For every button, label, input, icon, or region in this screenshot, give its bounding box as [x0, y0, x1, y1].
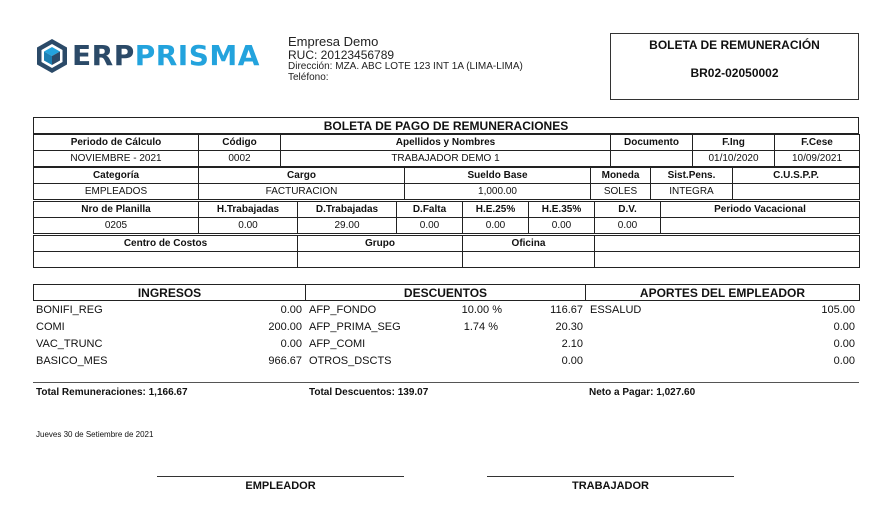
value-dtrabajadas: 29.00: [298, 218, 397, 234]
value-dfalta: 0.00: [397, 218, 463, 234]
company-ruc: RUC: 20123456789: [288, 48, 395, 62]
ingreso-label: BONIFI_REG: [36, 304, 103, 316]
header-centro-costos: Centro de Costos: [34, 236, 298, 252]
header-row: [34, 202, 860, 218]
value-sistpens: INTEGRA: [651, 184, 733, 200]
aporte-label: ESSALUD: [590, 304, 642, 316]
value-row: [34, 151, 860, 167]
value-codigo: 0002: [199, 151, 281, 167]
company-address: Dirección: MZA. ABC LOTE 123 INT 1A (LIMA-LIMA): [288, 61, 523, 72]
header-cargo: Cargo: [199, 168, 405, 184]
value-nombres: TRABAJADOR DEMO 1: [281, 151, 611, 167]
header-nombres: Apellidos y Nombres: [281, 135, 611, 151]
value-centro-costos: [34, 252, 298, 268]
document-number: BR02-02050002: [690, 66, 779, 80]
header-documento: Documento: [611, 135, 693, 151]
total-descuentos: Total Descuentos: 139.07: [309, 387, 429, 398]
payslip-title: BOLETA DE PAGO DE REMUNERACIONES: [34, 118, 859, 134]
header-row: [34, 135, 860, 151]
value-row: [34, 218, 860, 234]
brand-name: [72, 38, 260, 74]
company-phone: Teléfono:: [288, 72, 329, 83]
attendance-table: [33, 201, 860, 234]
value-periodo: NOVIEMBRE - 2021: [34, 151, 199, 167]
aporte-amount: 105.00: [821, 304, 855, 316]
value-periodo-vacacional: [661, 218, 860, 234]
header-oficina: Oficina: [463, 236, 595, 252]
value-oficina: [463, 252, 595, 268]
header-cuspp: C.U.S.P.P.: [733, 168, 860, 184]
company-name: Empresa Demo: [288, 34, 379, 49]
erpprisma-logo: [34, 38, 266, 74]
ingreso-amount: 966.67: [268, 355, 302, 367]
value-grupo: [298, 252, 463, 268]
document-title-box: [610, 33, 859, 100]
descuento-amount: 20.30: [555, 321, 583, 333]
value-cargo: FACTURACION: [199, 184, 405, 200]
header-row: [34, 168, 860, 184]
ingreso-amount: 200.00: [268, 321, 302, 333]
employer-signature-line: [157, 476, 404, 477]
cube-logo-icon: [34, 38, 70, 74]
payslip-title-table: [33, 117, 859, 134]
header-htrabajadas: H.Trabajadas: [199, 202, 298, 218]
value-blank: [595, 252, 860, 268]
header-blank: [595, 236, 860, 252]
descuento-amount: 0.00: [561, 355, 583, 367]
ingreso-label: BASICO_MES: [36, 355, 108, 367]
value-he25: 0.00: [463, 218, 529, 234]
header-dfalta: D.Falta: [397, 202, 463, 218]
header-periodo-vacacional: Periodo Vacacional: [661, 202, 860, 218]
ingreso-amount: 0.00: [280, 304, 302, 316]
employment-info-table: [33, 167, 860, 200]
descuento-pct: 10.00 %: [461, 304, 502, 316]
header-sistpens: Sist.Pens.: [651, 168, 733, 184]
value-row: [34, 184, 860, 200]
value-row: [34, 252, 860, 268]
worker-signature-line: [487, 476, 734, 477]
header-dv: D.V.: [595, 202, 661, 218]
ingreso-label: VAC_TRUNC: [36, 338, 103, 350]
descuento-label: AFP_COMI: [309, 338, 366, 350]
header-categoria: Categoría: [34, 168, 199, 184]
ingreso-label: COMI: [36, 321, 65, 333]
company-info: [288, 35, 523, 83]
header-planilla: Nro de Planilla: [34, 202, 199, 218]
descuento-pct: 1.74 %: [463, 321, 498, 333]
issue-date: Jueves 30 de Setiembre de 2021: [36, 430, 154, 439]
neto-a-pagar: Neto a Pagar: 1,027.60: [589, 387, 696, 398]
value-dv: 0.00: [595, 218, 661, 234]
header-he25: H.E.25%: [463, 202, 529, 218]
value-categoria: EMPLEADOS: [34, 184, 199, 200]
value-planilla: 0205: [34, 218, 199, 234]
worker-signature-label: TRABAJADOR: [572, 480, 649, 492]
descuentos-header: DESCUENTOS: [306, 285, 586, 301]
header-fing: F.Ing: [693, 135, 775, 151]
header-row: [34, 236, 860, 252]
value-moneda: SOLES: [591, 184, 651, 200]
header-grupo: Grupo: [298, 236, 463, 252]
value-htrabajadas: 0.00: [199, 218, 298, 234]
descuento-amount: 2.10: [561, 338, 583, 350]
value-cuspp: [733, 184, 860, 200]
descuento-label: AFP_FONDO: [309, 304, 377, 316]
totals-divider: [33, 382, 859, 383]
brand-part-prisma: PRISMA: [134, 39, 260, 72]
descuento-amount: 116.67: [550, 304, 583, 316]
value-documento: [611, 151, 693, 167]
aporte-amount: 0.00: [833, 338, 855, 350]
descuento-label: OTROS_DSCTS: [309, 355, 392, 367]
brand-part-erp: ERP: [72, 39, 135, 72]
header-fcese: F.Cese: [775, 135, 860, 151]
descuento-label: AFP_PRIMA_SEG: [309, 321, 401, 333]
total-remuneraciones: Total Remuneraciones: 1,166.67: [36, 387, 188, 398]
header-codigo: Código: [199, 135, 281, 151]
value-fcese: 10/09/2021: [775, 151, 860, 167]
header-dtrabajadas: D.Trabajadas: [298, 202, 397, 218]
header-sueldo: Sueldo Base: [405, 168, 591, 184]
cost-center-table: [33, 235, 860, 268]
aportes-header: APORTES DEL EMPLEADOR: [586, 285, 860, 301]
concepts-header: [33, 284, 860, 301]
header-periodo: Periodo de Cálculo: [34, 135, 199, 151]
header-moneda: Moneda: [591, 168, 651, 184]
value-sueldo: 1,000.00: [405, 184, 591, 200]
header-he35: H.E.35%: [529, 202, 595, 218]
document-title: BOLETA DE REMUNERACIÓN: [649, 38, 820, 52]
value-he35: 0.00: [529, 218, 595, 234]
aporte-amount: 0.00: [833, 321, 855, 333]
ingresos-header: INGRESOS: [34, 285, 306, 301]
employer-signature-label: EMPLEADOR: [245, 480, 316, 492]
aporte-amount: 0.00: [833, 355, 855, 367]
employee-info-table: [33, 134, 860, 167]
value-fing: 01/10/2020: [693, 151, 775, 167]
ingreso-amount: 0.00: [280, 338, 302, 350]
